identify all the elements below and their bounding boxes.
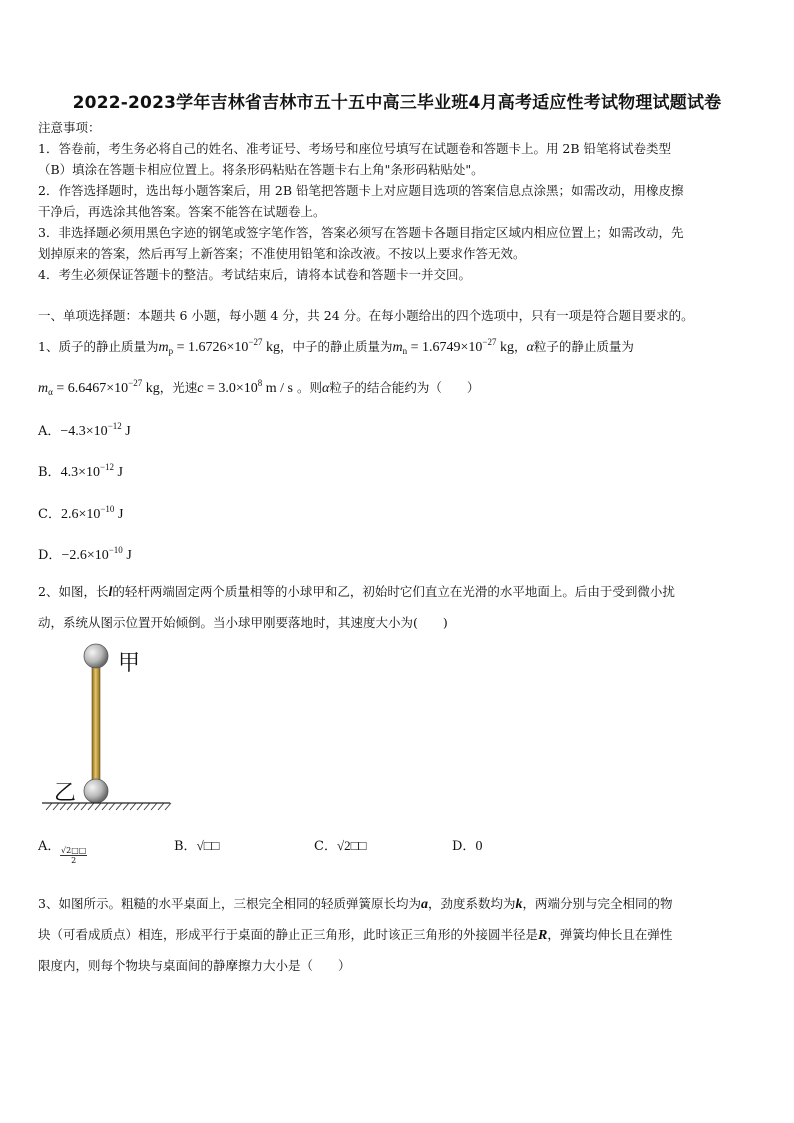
page-title: 2022-2023学年吉林省吉林市五十五中高三毕业班4月高考适应性考试物理试题试卷: [72, 93, 722, 113]
question-2-option-a[interactable]: A．: [38, 839, 61, 854]
question-1-option-a[interactable]: A．$-4.3\times 10^{-12}$ J: [38, 421, 131, 439]
question-1-option-c[interactable]: C．$2.6\times 10^{-10}$ J: [38, 504, 124, 522]
section-heading: 一、单项选择题：本题共 6 小题，每小题 4 分，共 24 分。在每小题给出的四个选项中，只有一项是符合题目要求的。: [38, 308, 694, 323]
question-1-option-b[interactable]: B．$4.3\times 10^{-12}$ J: [38, 462, 123, 480]
notice-line: 4．考生必须保证答题卡的整洁。考试结束后，请将本试卷和答题卡一并交回。: [38, 267, 471, 282]
notice-line: 3．非选择题必须用黑色字迹的钢笔或签字笔作答，答案必须写在答题卡各题目指定区域内相应位置上；如需改动，先: [38, 225, 684, 240]
ball-bottom: [84, 779, 108, 803]
question-2-option-a-math: $\frac{√2□□}{2}$: [61, 845, 87, 865]
label-bottom: 乙: [54, 781, 77, 806]
ball-top: [84, 644, 108, 668]
question-2-option-c[interactable]: C．√2□□: [314, 838, 367, 854]
rod-figure: [40, 640, 180, 820]
notice-line: 干净后，再选涂其他答案。答案不能答在试题卷上。: [38, 204, 326, 219]
question-3-line-2: 块（可看成质点）相连，形成平行于桌面的静止正三角形，此时该正三角形的外接圆半径是R，弹簧均伸长且在弹性: [38, 927, 673, 943]
notice-line: 2．作答选择题时，选出每小题答案后，用 2B 铅笔把答题卡上对应题目选项的答案信息点涂黑；如需改动，用橡皮擦: [38, 183, 684, 198]
question-2-line-1: 2、如图，长l的轻杆两端固定两个质量相等的小球甲和乙，初始时它们直立在光滑的水平地面上。后由于受到微小扰: [38, 584, 675, 600]
question-2-line-2: 动，系统从图示位置开始倾倒。当小球甲刚要落地时，其速度大小为( ): [38, 615, 448, 630]
question-1-line-2: $m_\alpha = 6.6467\times 10^{-27}$ kg，光速$c = 3.0\times 10^8$ m / s 。则α粒子的结合能约为（ ）: [38, 378, 480, 397]
question-1-line-1: 1、质子的静止质量为$m_p = 1.6726\times 10^{-27}$ kg，中子的静止质量为$m_n = 1.6749\times 10^{-27}$ kg，α粒子的静止质量为: [38, 337, 634, 356]
notice-line: （B）填涂在答题卡相应位置上。将条形码粘贴在答题卡右上角"条形码粘贴处"。: [38, 162, 484, 177]
question-2-option-d[interactable]: D．0: [452, 839, 483, 854]
question-3-line-3: 限度内，则每个物块与桌面间的静摩擦力大小是（ ）: [38, 958, 351, 973]
question-3-line-1: 3、如图所示。粗糙的水平桌面上，三根完全相同的轻质弹簧原长均为a，劲度系数均为k，两端分别与完全相同的物: [38, 896, 673, 912]
label-top: 甲: [118, 651, 141, 676]
notice-line: 划掉原来的答案，然后再写上新答案；不准使用铅笔和涂改液。不按以上要求作答无效。: [38, 246, 526, 261]
notice-heading: 注意事项：: [38, 120, 101, 135]
rod: [92, 662, 100, 790]
question-2-option-b[interactable]: B．√□□: [174, 838, 220, 854]
notice-line: 1．答卷前，考生务必将自己的姓名、准考证号、考场号和座位号填写在试题卷和答题卡上。用 2B 铅笔将试卷类型: [38, 141, 672, 156]
question-1-option-d[interactable]: D．$-2.6\times 10^{-10}$ J: [38, 545, 132, 563]
